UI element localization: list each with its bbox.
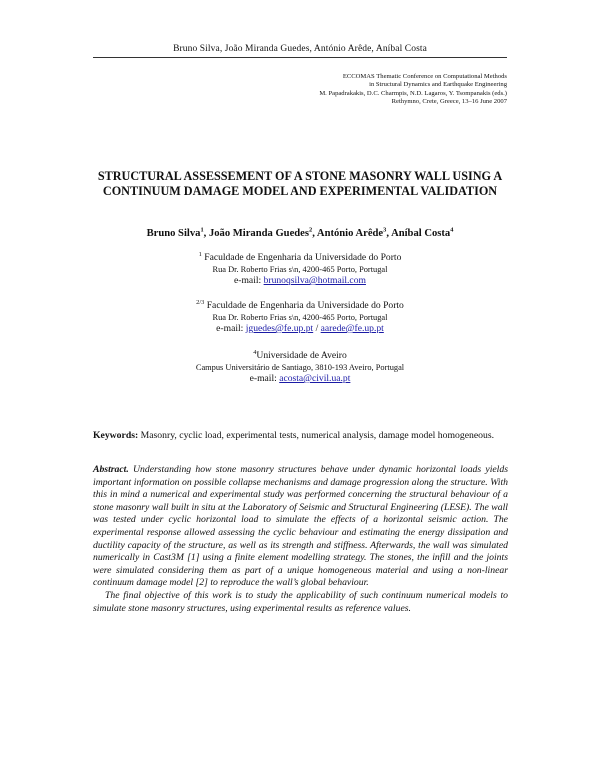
affiliation-block <box>93 350 507 385</box>
conference-line: Rethymno, Crete, Greece, 13–16 June 2007 <box>391 98 507 106</box>
keywords-label: Keywords: <box>93 430 139 441</box>
email-label: e-mail: <box>216 323 246 334</box>
affiliation-address: Rua Dr. Roberto Frias s\n, 4200-465 Porto, Portugal <box>212 264 388 274</box>
abstract-label: Abstract. <box>93 464 129 475</box>
running-header: Bruno Silva, João Miranda Guedes, António Arêde, Aníbal Costa <box>173 44 427 54</box>
abstract-paragraph: The final objective of this work is to study the applicability of such continuum numerical models to simulate stone masonry structures, using experimental results as reference values. <box>93 589 508 614</box>
abstract-text: Understanding how stone masonry structures behave under dynamic horizontal loads yields important information on possible collapse mechanisms and damage progression along the structure. With this in mind a numerical and experimental study was performed concerning the structural behaviour of a stone masonry wall built in situ at the Laboratory of Seismic and Structural Engineering (LESE). The wall was tested under cyclic horizontal load to simulate the effects of a horizontal seismic action. The experimental response allowed assessing the cyclic behaviour and estimating the energy dissipation and ductility capacity of the structure, as well as its strength and stiffness. Afterwards, the wall was simulated numerically in Cast3M [1] using a finite element modelling strategy. The stones, the infill and the joints were simulated considering them as part of a unique homogeneous material and using a non-linear continuum damage model [2] to reproduce the wall’s global behaviour. <box>93 464 508 589</box>
affiliation-mark: 1 <box>198 250 202 258</box>
affiliation-mark: 2/3 <box>196 298 205 306</box>
email-separator: / <box>313 323 321 334</box>
affiliation-address: Rua Dr. Roberto Frias s\n, 4200-465 Porto, Portugal <box>212 312 388 322</box>
abstract-paragraph <box>93 464 508 590</box>
affiliation-block <box>93 252 507 287</box>
keywords-paragraph <box>93 430 508 442</box>
header-rule <box>93 57 507 58</box>
affiliation-mark: 4 <box>253 348 257 356</box>
author-separator: , <box>312 228 317 239</box>
author-separator: , <box>386 228 392 239</box>
email-link[interactable]: jguedes@fe.up.pt <box>245 323 314 334</box>
paper-title: STRUCTURAL ASSESSEMENT OF A STONE MASONRY WALL USING A CONTINUUM DAMAGE MODEL AND EXPERIMENTAL VALIDATION <box>97 169 503 198</box>
affiliation-block <box>93 300 507 335</box>
author-name: Bruno Silva <box>146 228 201 239</box>
author-name: António Arêde <box>316 228 384 239</box>
author-affiliation-mark: 2 <box>309 226 313 234</box>
author-name: João Miranda Guedes <box>208 228 309 239</box>
author-name: Aníbal Costa <box>391 228 451 239</box>
keywords-text: Masonry, cyclic load, experimental tests, numerical analysis, damage model homogeneous. <box>138 430 495 441</box>
email-label: e-mail: <box>249 373 280 384</box>
author-affiliation-mark: 4 <box>450 226 454 234</box>
conference-line: in Structural Dynamics and Earthquake Engineering <box>369 81 507 89</box>
affiliation-address: Campus Universitário de Santiago, 3810-193 Aveiro, Portugal <box>195 362 405 372</box>
affiliation-institution: Universidade de Aveiro <box>256 350 347 361</box>
author-affiliation-mark: 1 <box>200 226 204 234</box>
conference-line: ECCOMAS Thematic Conference on Computational Methods <box>342 73 507 80</box>
email-label: e-mail: <box>234 275 264 286</box>
email-link[interactable]: acosta@civil.ua.pt <box>279 373 351 384</box>
email-link[interactable]: brunoqsilva@hotmail.com <box>263 275 366 286</box>
affiliation-institution: Faculdade de Engenharia da Universidade do Porto <box>204 252 402 263</box>
conference-info <box>319 73 507 107</box>
affiliation-institution: Faculdade de Engenharia da Universidade do Porto <box>206 300 404 311</box>
author-list <box>93 228 507 239</box>
conference-line: M. Papadrakakis, D.C. Charmpis, N.D. Lagaros, Y. Tsompanakis (eds.) <box>319 89 507 97</box>
author-affiliation-mark: 3 <box>383 226 387 234</box>
author-separator: , <box>203 228 209 239</box>
abstract-section <box>93 464 508 615</box>
email-link[interactable]: aarede@fe.up.pt <box>320 323 384 334</box>
